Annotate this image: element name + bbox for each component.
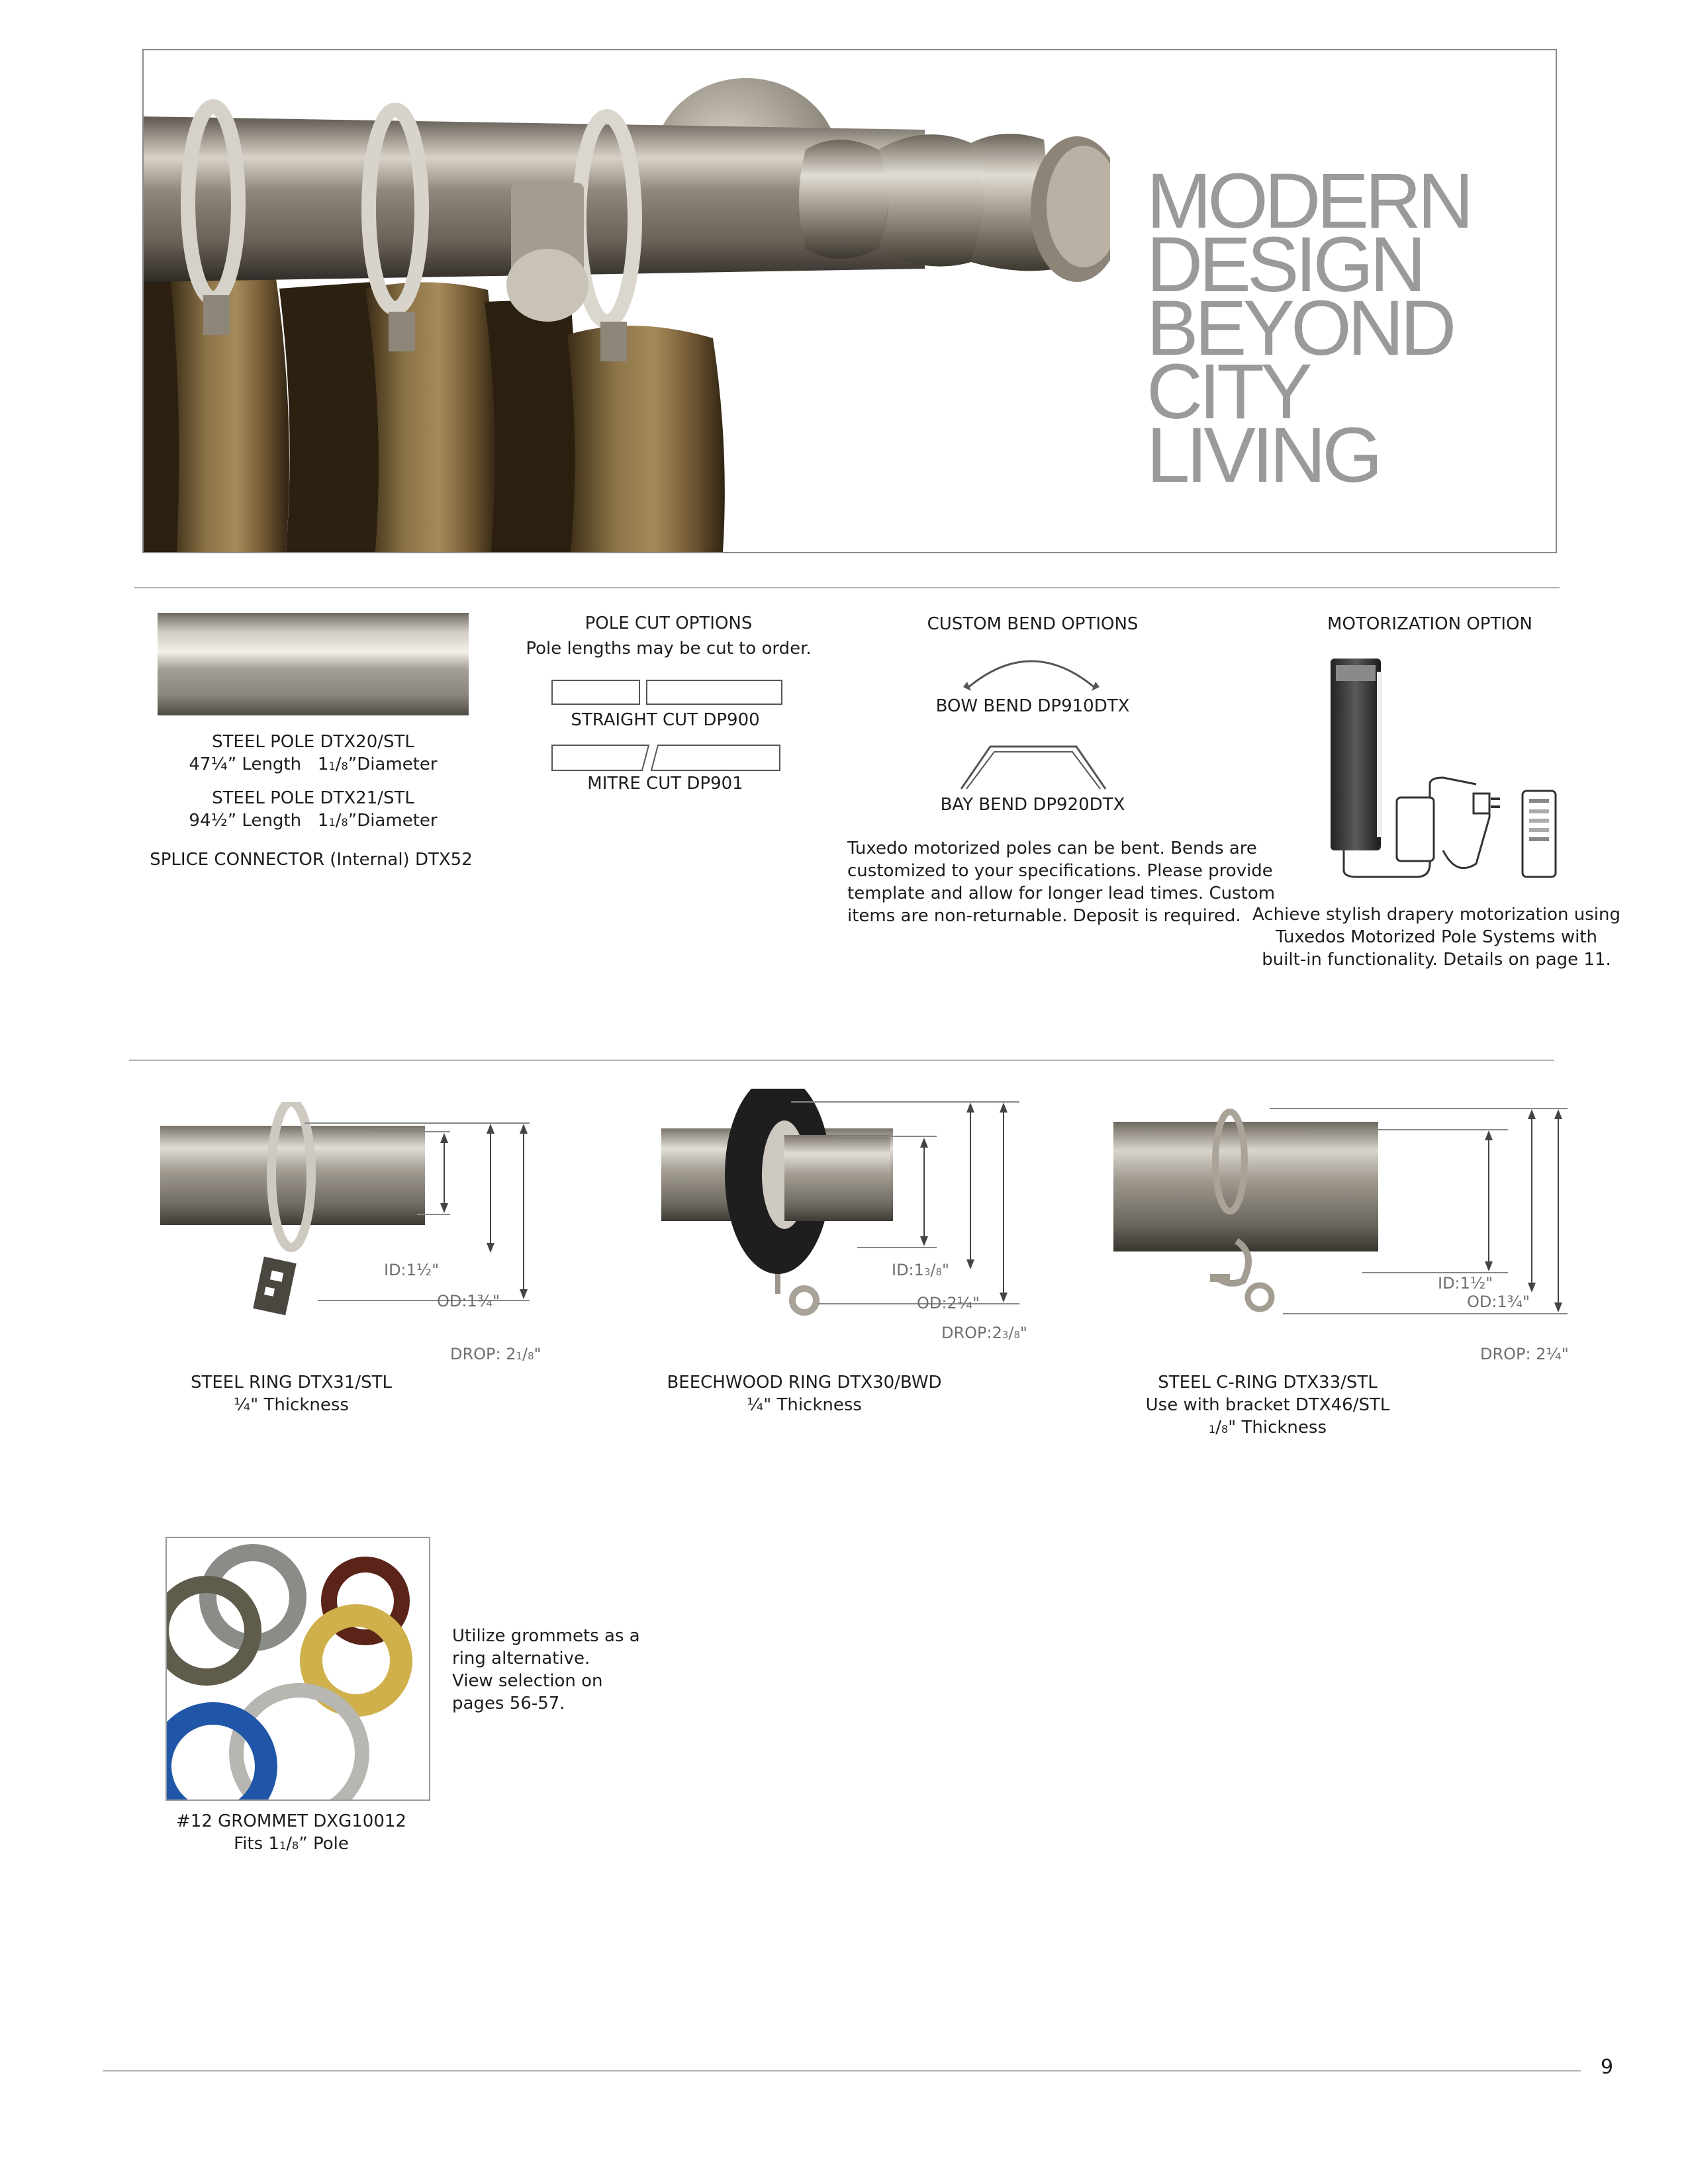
pole1-diam-unit: ”Diameter	[348, 754, 438, 774]
steel-cring-od: OD:1¾"	[1467, 1293, 1530, 1311]
pole2-specs: 94½” Length $1^1/8”Diameter$	[189, 811, 438, 831]
pole1-name: STEEL POLE DTX20/STL	[212, 732, 414, 752]
bend-desc-line-2: customized to your specifications. Please provide	[847, 861, 1273, 881]
bend-desc-line-1: Tuxedo motorized poles can be bent. Bends are	[847, 839, 1257, 858]
beechwood-ring-diagram	[659, 1089, 1029, 1353]
pole1-diam-num: 1	[328, 760, 336, 772]
beechwood-ring-id-suffix: "	[941, 1261, 949, 1279]
beechwood-ring-caption	[662, 1371, 947, 1416]
steel-cring-caption	[1125, 1371, 1410, 1439]
pole1-caption	[158, 731, 469, 776]
bend-desc-line-4: items are non-returnable. Deposit is required.	[847, 906, 1241, 926]
hero-headline	[1147, 158, 1556, 499]
bay-bend-diagram	[957, 740, 1109, 793]
steel-cring-id: ID:1½"	[1438, 1274, 1493, 1293]
steel-pole-image	[158, 613, 469, 715]
grommet-photo	[167, 1538, 429, 1799]
divider-footer	[103, 2070, 1581, 2071]
pole1-length: 47¼” Length	[189, 754, 302, 774]
pole2-diam-den: 8	[341, 816, 348, 829]
straight-cut-label: STRAIGHT CUT DP900	[571, 710, 760, 730]
steel-ring-id: ID:1½"	[384, 1261, 440, 1279]
grommet-note-line-1: Utilize grommets as a	[452, 1626, 640, 1646]
grommet-note-line-4: pages 56-57.	[452, 1694, 565, 1713]
hero-line-4: CITY LIVING	[1147, 348, 1379, 499]
motor-description	[1251, 903, 1622, 971]
beechwood-ring-drop-num: 3	[1002, 1329, 1009, 1341]
motor-desc-line-3: built-in functionality. Details on page 11.	[1262, 950, 1611, 970]
hero-line-2: DESIGN	[1147, 221, 1423, 308]
beechwood-ring-drop-den: 8	[1013, 1329, 1020, 1341]
divider-middle	[129, 1060, 1554, 1061]
bow-bend-diagram	[962, 647, 1101, 694]
steel-ring-drop-den: 8	[528, 1350, 534, 1362]
hero-photo	[144, 50, 1110, 552]
grommet-fits-den: 8	[291, 1839, 299, 1852]
pole2-diam-unit: ”Diameter	[348, 811, 438, 831]
pole-cut-subheading: Pole lengths may be cut to order.	[526, 639, 812, 659]
pole2-name: STEEL POLE DTX21/STL	[212, 788, 414, 808]
beechwood-ring-drop-suffix: "	[1019, 1324, 1027, 1342]
beechwood-ring-id-prefix: ID:1	[892, 1261, 924, 1279]
grommet-caption	[152, 1810, 430, 1855]
beechwood-ring-thickness: ¼" Thickness	[747, 1395, 862, 1415]
pole1-diam-den: 8	[341, 760, 348, 772]
motor-desc-line-1: Achieve stylish drapery motorization using	[1252, 905, 1620, 925]
hero-line-3: BEYOND	[1147, 285, 1453, 372]
beechwood-ring-od: OD:2¼"	[917, 1294, 980, 1312]
bow-bend-label: BOW BEND DP910DTX	[935, 696, 1130, 716]
motor-heading: MOTORIZATION OPTION	[1327, 614, 1532, 634]
steel-cring-thick-suffix: " Thickness	[1228, 1418, 1327, 1437]
steel-ring-drop-num: 1	[516, 1350, 522, 1362]
splice-caption: SPLICE CONNECTOR (Internal) DTX52	[150, 850, 473, 870]
straight-cut-left	[551, 680, 640, 705]
straight-cut-right	[646, 680, 782, 705]
pole2-caption	[158, 787, 469, 832]
pole1-specs: 47¼” Length $1^1/8”Diameter$	[189, 754, 438, 774]
pole2-diam-num: 1	[328, 816, 336, 829]
motor-unit-image	[1317, 652, 1595, 890]
grommet-note-line-3: View selection on	[452, 1671, 603, 1691]
steel-ring-drop-prefix: DROP: 2	[450, 1345, 516, 1363]
steel-cring-drop: DROP: 2¼"	[1480, 1345, 1569, 1363]
beechwood-ring-id: $ID:1^3/8$"	[892, 1261, 949, 1279]
steel-ring-caption	[159, 1371, 424, 1416]
beechwood-ring-id-den: 8	[935, 1266, 942, 1278]
beechwood-ring-drop-prefix: DROP:2	[941, 1324, 1002, 1342]
mitre-cut-label: MITRE CUT DP901	[587, 774, 743, 794]
grommet-fits-num: 1	[279, 1839, 287, 1852]
beechwood-ring-id-num: 3	[923, 1266, 931, 1278]
steel-ring-diagram	[152, 1102, 549, 1367]
pole-cut-heading: POLE CUT OPTIONS	[585, 614, 753, 633]
grommet-photo-frame	[165, 1537, 430, 1801]
beechwood-ring-name: BEECHWOOD RING DTX30/BWD	[667, 1373, 942, 1392]
steel-cring-thickness: $^1$/8" Thickness	[1209, 1418, 1327, 1437]
grommet-fits-suffix: ” Pole	[299, 1834, 349, 1854]
pole2-length: 94½” Length	[189, 811, 302, 831]
steel-cring-name: STEEL C-RING DTX33/STL	[1158, 1373, 1378, 1392]
steel-cring-diagram	[1111, 1102, 1568, 1367]
steel-ring-drop-suffix: "	[534, 1345, 541, 1363]
steel-cring-thick-num: 1	[1209, 1423, 1216, 1435]
grommet-note	[452, 1625, 640, 1715]
hero-line-1: MODERN	[1147, 158, 1470, 245]
steel-ring-od: OD:1¾"	[437, 1292, 500, 1310]
bay-bend-label: BAY BEND DP920DTX	[940, 795, 1125, 815]
pole2-diam-whole: 1	[317, 811, 329, 831]
bend-heading: CUSTOM BEND OPTIONS	[927, 614, 1139, 634]
steel-ring-drop: DROP: $2^1/8$"	[450, 1345, 541, 1363]
hero-frame	[142, 49, 1557, 553]
bend-desc-line-3: template and allow for longer lead times. Custom	[847, 884, 1276, 903]
steel-ring-thickness: ¼" Thickness	[234, 1395, 349, 1415]
grommet-fits: Fits $1^1/8$” Pole	[234, 1834, 349, 1854]
mitre-cut-diagram	[551, 744, 789, 773]
divider-top	[134, 587, 1560, 588]
steel-ring-name: STEEL RING DTX31/STL	[190, 1373, 392, 1392]
bend-description	[847, 837, 1276, 927]
grommet-fits-prefix: Fits 1	[234, 1834, 279, 1854]
beechwood-ring-drop: $DROP:2^3/8$"	[941, 1324, 1027, 1342]
grommet-name: #12 GROMMET DXG10012	[176, 1811, 406, 1831]
pole1-diam-whole: 1	[317, 754, 329, 774]
motor-desc-line-2: Tuxedos Motorized Pole Systems with	[1275, 927, 1598, 947]
page-number: 9	[1601, 2056, 1614, 2079]
grommet-note-line-2: ring alternative.	[452, 1649, 590, 1668]
steel-cring-bracket: Use with bracket DTX46/STL	[1145, 1395, 1390, 1415]
steel-cring-thick-den: 8	[1221, 1423, 1229, 1435]
